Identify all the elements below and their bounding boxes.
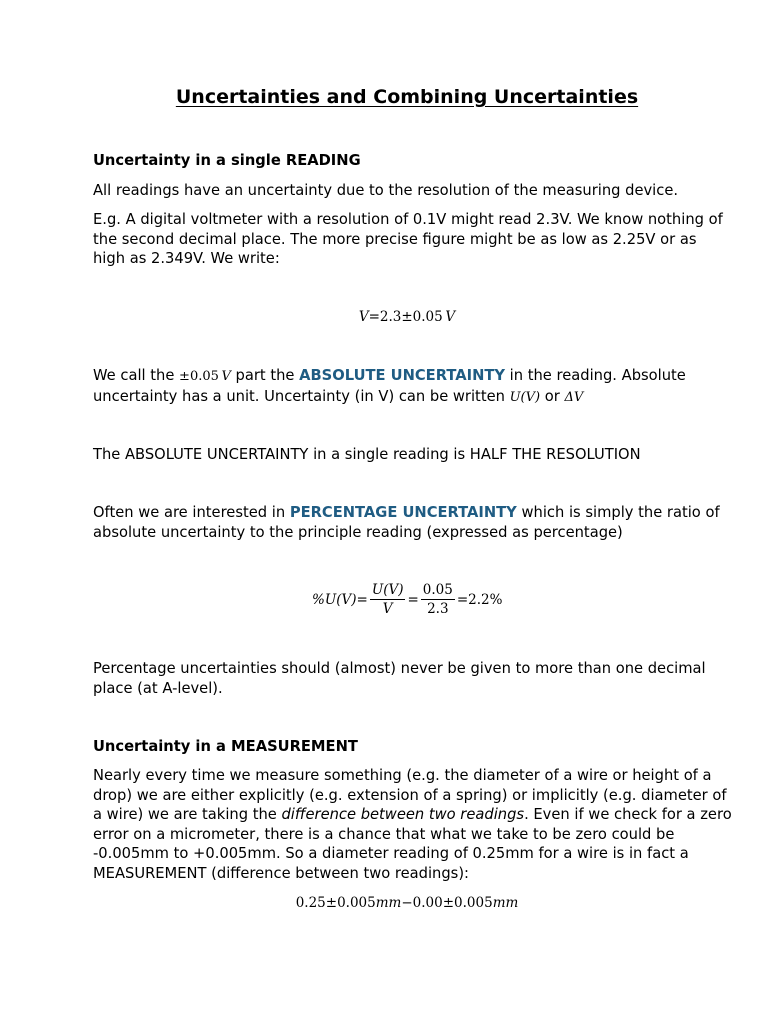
text-run: part the	[230, 367, 300, 384]
section-heading-reading: Uncertainty in a single READING	[93, 152, 361, 169]
equals-sign: =	[356, 591, 368, 608]
equation-result: =2.2%	[456, 591, 503, 608]
paragraph-half-resolution: The ABSOLUTE UNCERTAINTY in a single reading is HALF THE RESOLUTION	[93, 446, 641, 463]
paragraph-percentage-uncertainty	[93, 503, 733, 542]
text-run: Nearly every time we measure something (e.g. the diameter of a wire or height of a drop) we are either explicitly (e.g. extension of a spring) or implicitly (e.g. diameter of a wire) we are taking the	[93, 767, 727, 823]
fraction-values	[421, 582, 455, 617]
text-run: . Even if we check for a zero error on a micrometer, there is a chance that what we take to be zero could be -0.005mm to +0.005mm. So a diameter reading of 0.25mm for a wire is in fact a MEASUREMENT (difference between two readings):	[93, 806, 732, 882]
unit-a: mm	[375, 895, 402, 911]
equation-measurement	[0, 895, 768, 911]
equation-percentage-uncertainty	[312, 582, 502, 617]
equation-unit: V	[445, 309, 456, 325]
math-unit: V	[221, 369, 231, 384]
paragraph-absolute-uncertainty	[93, 366, 733, 407]
paragraph-measurement-explanation	[93, 766, 733, 883]
text-run: in the reading. Absolute uncertainty has a unit. Uncertainty (in V) can be written	[93, 367, 686, 405]
section-heading-measurement: Uncertainty in a MEASUREMENT	[93, 738, 358, 755]
inline-math-uncertainty	[179, 369, 231, 384]
emphasis-difference: difference between two readings	[281, 806, 525, 823]
fraction-denominator: V	[382, 601, 393, 617]
equation-variable: V	[358, 309, 369, 325]
math-value: ±0.05	[179, 369, 219, 384]
unit-b: mm	[492, 895, 519, 911]
equation-voltage-reading	[0, 309, 768, 325]
equation-rhs: =2.3±0.05	[368, 309, 443, 325]
equation-lhs: %U(V)	[312, 591, 357, 608]
paragraph-readings-intro: All readings have an uncertainty due to the resolution of the measuring device.	[93, 182, 679, 199]
text-run: Often we are interested in	[93, 504, 290, 521]
paragraph-voltmeter-example: E.g. A digital voltmeter with a resolution of 0.1V might read 2.3V. We know nothing of the second decimal place. The more precise figure might be as low as 2.25V or as high as 2.349V. We write:	[93, 211, 723, 267]
text-run: which is simply the ratio of absolute uncertainty to the principle reading (expressed as percentage)	[93, 504, 720, 541]
keyword-percentage-uncertainty: PERCENTAGE UNCERTAINTY	[289, 504, 517, 521]
minus-sign: −	[401, 895, 413, 911]
fraction-denominator: 2.3	[427, 601, 449, 617]
paragraph-decimal-places: Percentage uncertainties should (almost) never be given to more than one decimal place (at A-level).	[93, 660, 706, 697]
inline-math-delta-v: ΔV	[564, 389, 584, 405]
equals-sign: =	[407, 591, 419, 608]
keyword-absolute-uncertainty: ABSOLUTE UNCERTAINTY	[299, 367, 506, 384]
page-title: Uncertainties and Combining Uncertainties	[175, 86, 639, 108]
inline-math-uv: U(V)	[509, 389, 541, 405]
text-run: or	[540, 387, 565, 405]
fraction-numerator: 0.05	[422, 582, 453, 598]
text-run: We call the	[93, 367, 180, 384]
fraction-uv-over-v	[370, 582, 406, 617]
reading-b: 0.00±0.005	[412, 895, 493, 911]
fraction-numerator: U(V)	[371, 582, 404, 598]
reading-a: 0.25±0.005	[295, 895, 376, 911]
